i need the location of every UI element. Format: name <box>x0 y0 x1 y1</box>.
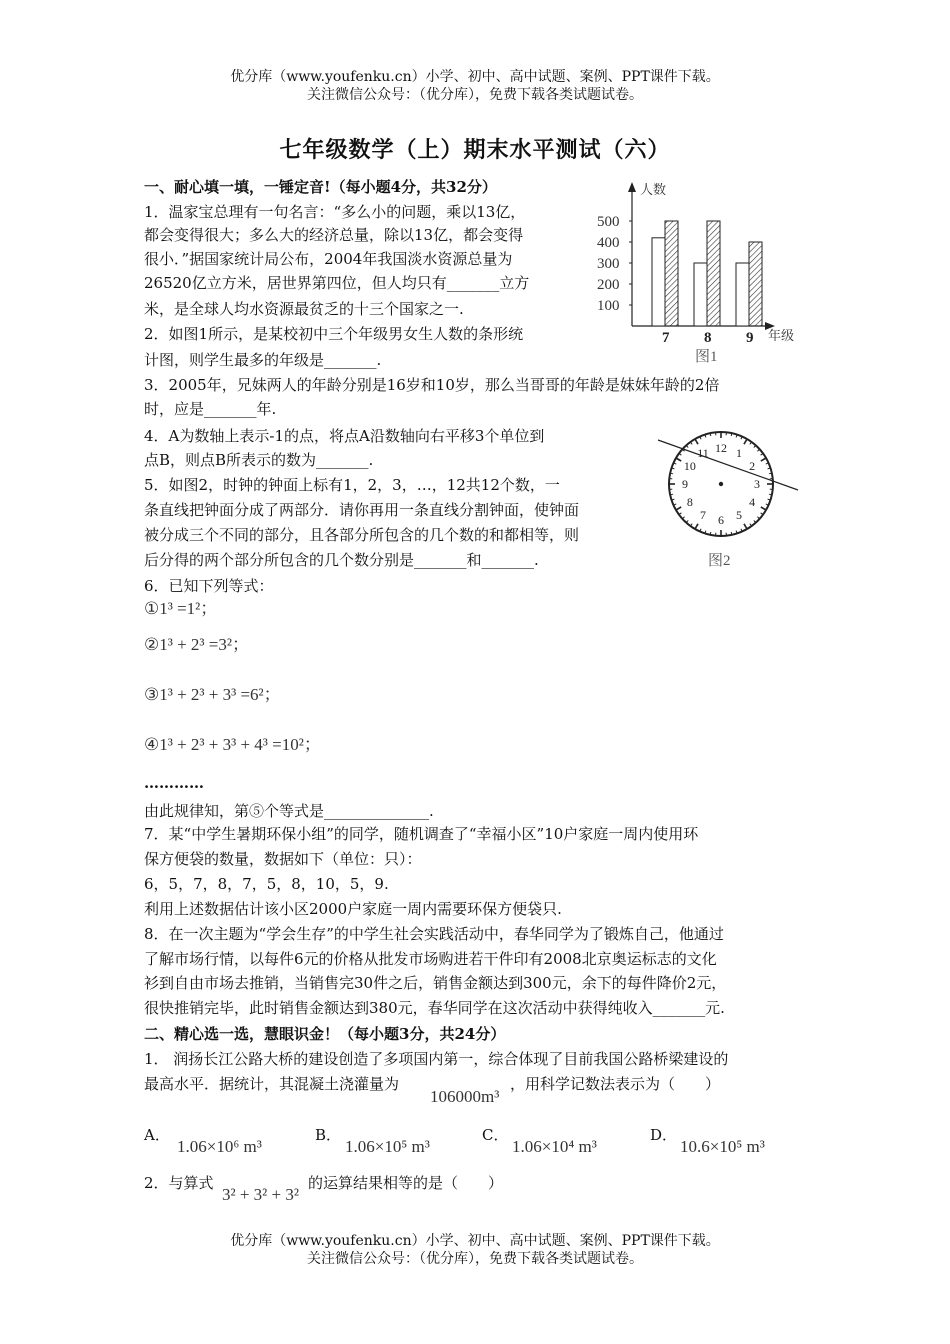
clock-tick <box>679 513 681 515</box>
dividing-line <box>658 440 798 490</box>
footer-line-1: 优分库（www.youfenku.cn）小学、初中、高中试题、案例、PPT课件下载。 <box>230 1233 720 1249</box>
clock-tick <box>744 524 747 529</box>
p1-line-b-value: 106000m³ <box>430 1087 500 1106</box>
clock-number-10: 10 <box>683 459 696 473</box>
clock-number-7: 7 <box>700 508 706 523</box>
clock-number-5: 5 <box>736 508 742 523</box>
q8-line-a: 8．在一次主题为“学会生存”的中学生社会实践活动中，春华同学为了锻炼自己，他通过 <box>144 925 724 943</box>
bar-male-9 <box>736 263 749 326</box>
clock-tick <box>750 442 752 444</box>
equation-2: ②1³ + 2³ =3²； <box>144 635 249 654</box>
x-tick-label-8: 8 <box>704 330 712 346</box>
continuation-dots: ………… <box>144 774 204 792</box>
clock-tick <box>769 473 772 474</box>
clock-tick <box>761 507 766 510</box>
q6-line: 6．已知下列等式： <box>144 577 274 595</box>
q4-line-b: 点B，则点B所表示的数为_______. <box>144 451 374 469</box>
equation-3: ③1³ + 2³ + 3³ =6²； <box>144 685 281 704</box>
option-d-label: D． <box>650 1126 678 1144</box>
q1-line-d: 26520亿立方米，居世界第四位，但人均只有_______立方 <box>144 274 530 292</box>
clock-tick <box>731 532 732 535</box>
clock-tick <box>690 442 692 444</box>
clock-tick <box>761 513 763 515</box>
option-c-value: 1.06×10⁴ m³ <box>512 1137 597 1156</box>
clock-number-11: 11 <box>697 445 709 460</box>
q1-line-b: 都会变得很大；多么大的经济总量，除以13亿，都会变得 <box>144 226 524 244</box>
q7-line-d: 利用上述数据估计该小区2000户家庭一周内需要环保方便袋只. <box>144 900 562 918</box>
equation-4: ④1³ + 2³ + 3³ + 4³ =10²； <box>144 735 321 754</box>
q1-line-a: 1．温家宝总理有一句名言：“多么小的问题，乘以13亿， <box>144 203 526 221</box>
y-tick-label: 300 <box>597 256 620 272</box>
q3-line-a: 3．2005年，兄妹两人的年龄分别是16岁和10岁，那么当哥哥的年龄是妹妹年龄的2倍 <box>144 376 720 394</box>
q5-line-c: 被分成三个不同的部分，且各部分所包含的几个数的和都相等，则 <box>144 526 580 544</box>
y-axis-arrow <box>628 182 636 192</box>
q7-line-b: 保方便袋的数量，数据如下（单位：只）： <box>144 850 422 868</box>
bar-female-9 <box>749 242 762 326</box>
header-line-2: 关注微信公众号：（优分库），免费下载各类试题试卷。 <box>307 87 643 103</box>
clock-number-12: 12 <box>715 441 727 455</box>
p2-expression: 3² + 3² + 3² <box>222 1185 299 1204</box>
q1-line-e: 米，是全球人均水资源最贫乏的十三个国家之一. <box>144 300 464 318</box>
p2-tail: 的运算结果相等的是（ ） <box>308 1174 504 1192</box>
q3-line-b: 时，应是_______年. <box>144 400 277 418</box>
clock-number-6: 6 <box>718 513 724 527</box>
x-tick-label-7: 7 <box>662 330 670 346</box>
q8-line-b: 了解市场行情，以每件6元的价格从批发市场购进若干件印有2008北京奥运标志的文化 <box>144 950 717 968</box>
option-a-value: 1.06×10⁶ m³ <box>177 1137 262 1156</box>
bar-female-8 <box>707 221 720 326</box>
q8-line-d: 很快推销完毕，此时销售金额达到380元，春华同学在这次活动中获得纯收入_______元. <box>144 999 725 1017</box>
clock-number-9: 9 <box>682 477 688 491</box>
clock-tick <box>750 524 752 526</box>
figure-2-caption: 图2 <box>708 553 731 569</box>
figure-1-bar-chart <box>595 180 810 370</box>
clock-tick <box>710 433 711 436</box>
clock-number-1: 1 <box>736 445 742 460</box>
header-line-1: 优分库（www.youfenku.cn）小学、初中、高中试题、案例、PPT课件下载。 <box>230 69 720 85</box>
clock-center <box>719 482 723 486</box>
figure-2-clock <box>648 418 808 573</box>
q7-line-c: 6，5，7，8，7，5，8，10，5，9. <box>144 875 389 893</box>
q7-line-a: 7．某“中学生暑期环保小组”的同学，随机调查了“幸福小区”10户家庭一周内使用环 <box>144 825 699 843</box>
q2-line-b: 计图，则学生最多的年级是_______. <box>144 351 382 369</box>
q8-line-c: 衫到自由市场去推销，当销售完30件之后，销售金额达到300元，余下的每件降价2元， <box>144 974 727 992</box>
option-a-label: A． <box>144 1126 170 1144</box>
clock-tick <box>670 494 673 495</box>
x-tick-label-9: 9 <box>746 330 754 346</box>
clock-tick <box>690 524 692 526</box>
clock-tick <box>676 458 681 461</box>
p1-line-a: 1． 润扬长江公路大桥的建设创造了多项国内第一，综合体现了目前我国公路桥梁建设的 <box>144 1050 729 1068</box>
clock-tick <box>744 439 747 444</box>
q6-line-b: 由此规律知，第⑤个等式是______________. <box>144 802 434 820</box>
q2-line-a: 2．如图1所示，是某校初中三个年级男女生人数的条形统 <box>144 325 524 343</box>
option-c-label: C． <box>482 1126 509 1144</box>
y-tick-label: 500 <box>597 214 620 230</box>
q5-line-b: 条直线把钟面分成了两部分．请你再用一条直线分割钟面，使钟面 <box>144 501 580 519</box>
q1-line-c: 很小．”据国家统计局公布，2004年我国淡水资源总量为 <box>144 250 513 268</box>
bar-female-7 <box>665 221 678 326</box>
clock-tick <box>695 439 698 444</box>
y-tick-label: 200 <box>597 277 620 293</box>
section-1-heading: 一、耐心填一填，一锤定音!（每小题4分，共32分） <box>144 178 497 196</box>
p1-line-b-tail: ，用科学记数法表示为（ ） <box>510 1075 721 1093</box>
clock-tick <box>731 433 732 436</box>
p1-line-b: 最高水平．据统计，其混凝土浇灌量为 <box>144 1075 400 1093</box>
clock-tick <box>769 494 772 495</box>
y-axis-label: 人数 <box>640 182 667 197</box>
q4-line-a: 4．A为数轴上表示-1的点，将点A沿数轴向右平移3个单位到 <box>144 427 545 445</box>
page-title: 七年级数学（上）期末水平测试（六） <box>279 137 671 163</box>
clock-tick <box>670 473 673 474</box>
clock-number-4: 4 <box>749 495 756 509</box>
x-axis-label: 年级 <box>768 328 795 343</box>
bar-male-8 <box>694 263 707 326</box>
option-d-value: 10.6×10⁵ m³ <box>680 1137 765 1156</box>
equation-1: ①1³ =1²； <box>144 599 218 618</box>
clock-tick <box>676 507 681 510</box>
y-tick-label: 400 <box>597 235 620 251</box>
option-b-value: 1.06×10⁵ m³ <box>345 1137 430 1156</box>
clock-tick <box>761 458 766 461</box>
q5-line-a: 5．如图2，时钟的钟面上标有1，2，3，…，12共12个数，一 <box>144 476 560 494</box>
clock-number-8: 8 <box>686 495 693 509</box>
section-2-heading: 二、精心选一选，慧眼识金！（每小题3分，共24分） <box>144 1025 506 1043</box>
clock-tick <box>679 453 681 455</box>
q5-line-d: 后分得的两个部分所包含的几个数分别是_______和_______. <box>144 551 539 569</box>
option-b-label: B． <box>315 1126 342 1144</box>
clock-tick <box>695 524 698 529</box>
y-tick-label: 100 <box>597 298 620 314</box>
p2-line: 2．与算式 <box>144 1174 214 1192</box>
figure-1-caption: 图1 <box>695 349 718 365</box>
clock-tick <box>710 532 711 535</box>
clock-tick <box>761 453 763 455</box>
bar-male-7 <box>652 238 665 326</box>
clock-number-3: 3 <box>754 477 760 491</box>
footer-line-2: 关注微信公众号：（优分库），免费下载各类试题试卷。 <box>307 1251 643 1267</box>
clock-number-2: 2 <box>749 459 756 473</box>
